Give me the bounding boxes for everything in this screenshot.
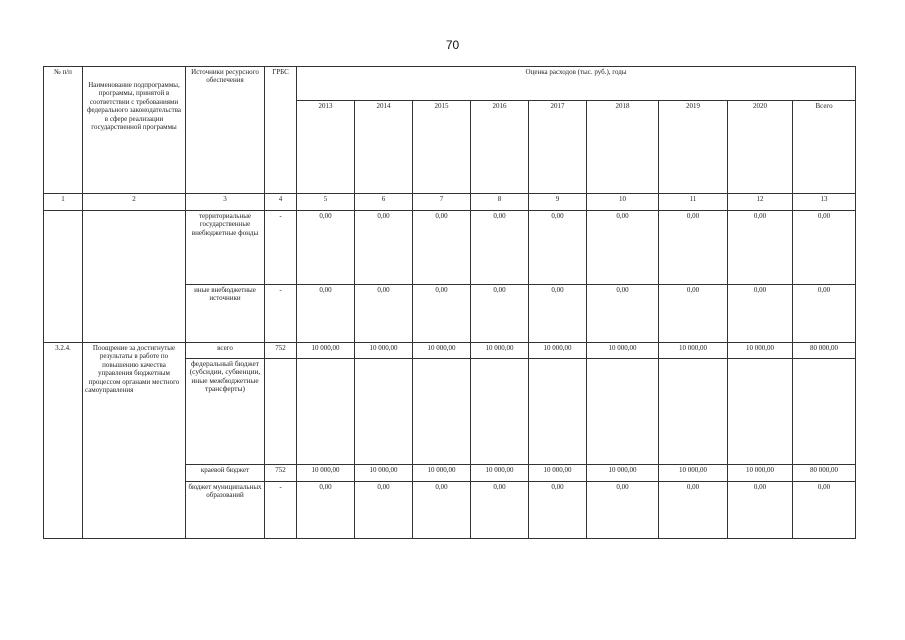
column-number: 1 — [44, 194, 83, 211]
value-cell: 10 000,00 — [297, 343, 355, 359]
header-sources: Источники ресурсного обеспечения — [186, 67, 265, 194]
total-cell: 0,00 — [793, 285, 856, 343]
year-header: 2016 — [471, 101, 529, 194]
header-num: № п/п — [44, 67, 83, 194]
value-cell: 0,00 — [587, 285, 659, 343]
total-cell: 80 000,00 — [793, 343, 856, 359]
value-cell: 10 000,00 — [413, 465, 471, 482]
value-cell: 0,00 — [728, 482, 793, 539]
budget-table — [43, 66, 856, 539]
column-numbers-row — [44, 194, 856, 211]
value-cell: 0,00 — [355, 285, 413, 343]
value-cell: 10 000,00 — [297, 465, 355, 482]
value-cell — [355, 359, 413, 465]
year-header: 2014 — [355, 101, 413, 194]
value-cell: 0,00 — [413, 285, 471, 343]
column-number: 12 — [728, 194, 793, 211]
value-cell: 10 000,00 — [587, 465, 659, 482]
year-header: 2018 — [587, 101, 659, 194]
value-cell: 0,00 — [587, 211, 659, 285]
value-cell: 0,00 — [297, 285, 355, 343]
value-cell: 10 000,00 — [728, 465, 793, 482]
value-cell — [413, 359, 471, 465]
header-row-top — [44, 67, 856, 101]
total-cell: 80 000,00 — [793, 465, 856, 482]
value-cell: 10 000,00 — [529, 465, 587, 482]
year-header: 2019 — [659, 101, 728, 194]
value-cell: 0,00 — [355, 211, 413, 285]
total-cell: 0,00 — [793, 211, 856, 285]
value-cell: 0,00 — [297, 482, 355, 539]
value-cell: 0,00 — [413, 211, 471, 285]
item-number: 3.2.4. — [44, 343, 83, 539]
value-cell: 0,00 — [529, 482, 587, 539]
value-cell — [659, 359, 728, 465]
value-cell: 0,00 — [471, 482, 529, 539]
table-row — [44, 343, 856, 359]
value-cell — [471, 359, 529, 465]
year-header: 2013 — [297, 101, 355, 194]
column-number: 4 — [265, 194, 297, 211]
column-number: 7 — [413, 194, 471, 211]
value-cell: 0,00 — [297, 211, 355, 285]
grbs-cell: - — [265, 482, 297, 539]
header-name: Наименование подпрограммы, программы, принятой в соответствии с требованиями федерального законодательства в сфере реализации государственной программы — [83, 67, 186, 194]
value-cell: 0,00 — [471, 211, 529, 285]
value-cell: 0,00 — [659, 285, 728, 343]
total-cell — [793, 359, 856, 465]
column-number: 5 — [297, 194, 355, 211]
table-row — [44, 211, 856, 285]
page-number: 70 — [445, 38, 460, 52]
grbs-cell: 752 — [265, 343, 297, 359]
year-header: 2017 — [529, 101, 587, 194]
value-cell: 0,00 — [471, 285, 529, 343]
source-cell: иные внебюджетные источники — [186, 285, 265, 343]
column-number: 9 — [529, 194, 587, 211]
column-number: 3 — [186, 194, 265, 211]
grbs-cell: 752 — [265, 465, 297, 482]
value-cell: 0,00 — [587, 482, 659, 539]
value-cell: 0,00 — [659, 211, 728, 285]
row-name-cell — [83, 211, 186, 343]
value-cell: 0,00 — [413, 482, 471, 539]
value-cell — [587, 359, 659, 465]
value-cell: 0,00 — [728, 285, 793, 343]
year-header: 2015 — [413, 101, 471, 194]
column-number: 11 — [659, 194, 728, 211]
source-cell: краевой бюджет — [186, 465, 265, 482]
value-cell: 10 000,00 — [529, 343, 587, 359]
value-cell: 10 000,00 — [471, 465, 529, 482]
value-cell: 0,00 — [659, 482, 728, 539]
column-number: 2 — [83, 194, 186, 211]
total-header: Всего — [793, 101, 856, 194]
value-cell: 0,00 — [529, 285, 587, 343]
value-cell — [728, 359, 793, 465]
column-number: 10 — [587, 194, 659, 211]
value-cell: 10 000,00 — [659, 343, 728, 359]
source-cell: бюджет муниципальных образований — [186, 482, 265, 539]
value-cell: 10 000,00 — [413, 343, 471, 359]
source-cell: федеральный бюджет (субсидии, субвенции, иные межбюджетные трансферты) — [186, 359, 265, 465]
column-number: 6 — [355, 194, 413, 211]
column-number: 8 — [471, 194, 529, 211]
item-name: Поощрение за достигнутые результаты в работе по повышению качества управления бюджетным процессом органами местного самоуправления — [83, 343, 186, 539]
value-cell: 10 000,00 — [587, 343, 659, 359]
value-cell: 10 000,00 — [355, 465, 413, 482]
grbs-cell: - — [265, 285, 297, 343]
column-number: 13 — [793, 194, 856, 211]
grbs-cell: - — [265, 211, 297, 285]
header-estimate: Оценка расходов (тыс. руб.), годы — [297, 67, 856, 101]
row-number-cell — [44, 211, 83, 343]
source-cell: территориальные государственные внебюджетные фонды — [186, 211, 265, 285]
value-cell: 10 000,00 — [355, 343, 413, 359]
header-grbs: ГРБС — [265, 67, 297, 194]
grbs-cell — [265, 359, 297, 465]
year-header: 2020 — [728, 101, 793, 194]
total-cell: 0,00 — [793, 482, 856, 539]
value-cell — [529, 359, 587, 465]
value-cell: 0,00 — [355, 482, 413, 539]
value-cell: 10 000,00 — [728, 343, 793, 359]
value-cell: 10 000,00 — [471, 343, 529, 359]
value-cell: 10 000,00 — [659, 465, 728, 482]
value-cell: 0,00 — [529, 211, 587, 285]
source-cell: всего — [186, 343, 265, 359]
value-cell — [297, 359, 355, 465]
value-cell: 0,00 — [728, 211, 793, 285]
